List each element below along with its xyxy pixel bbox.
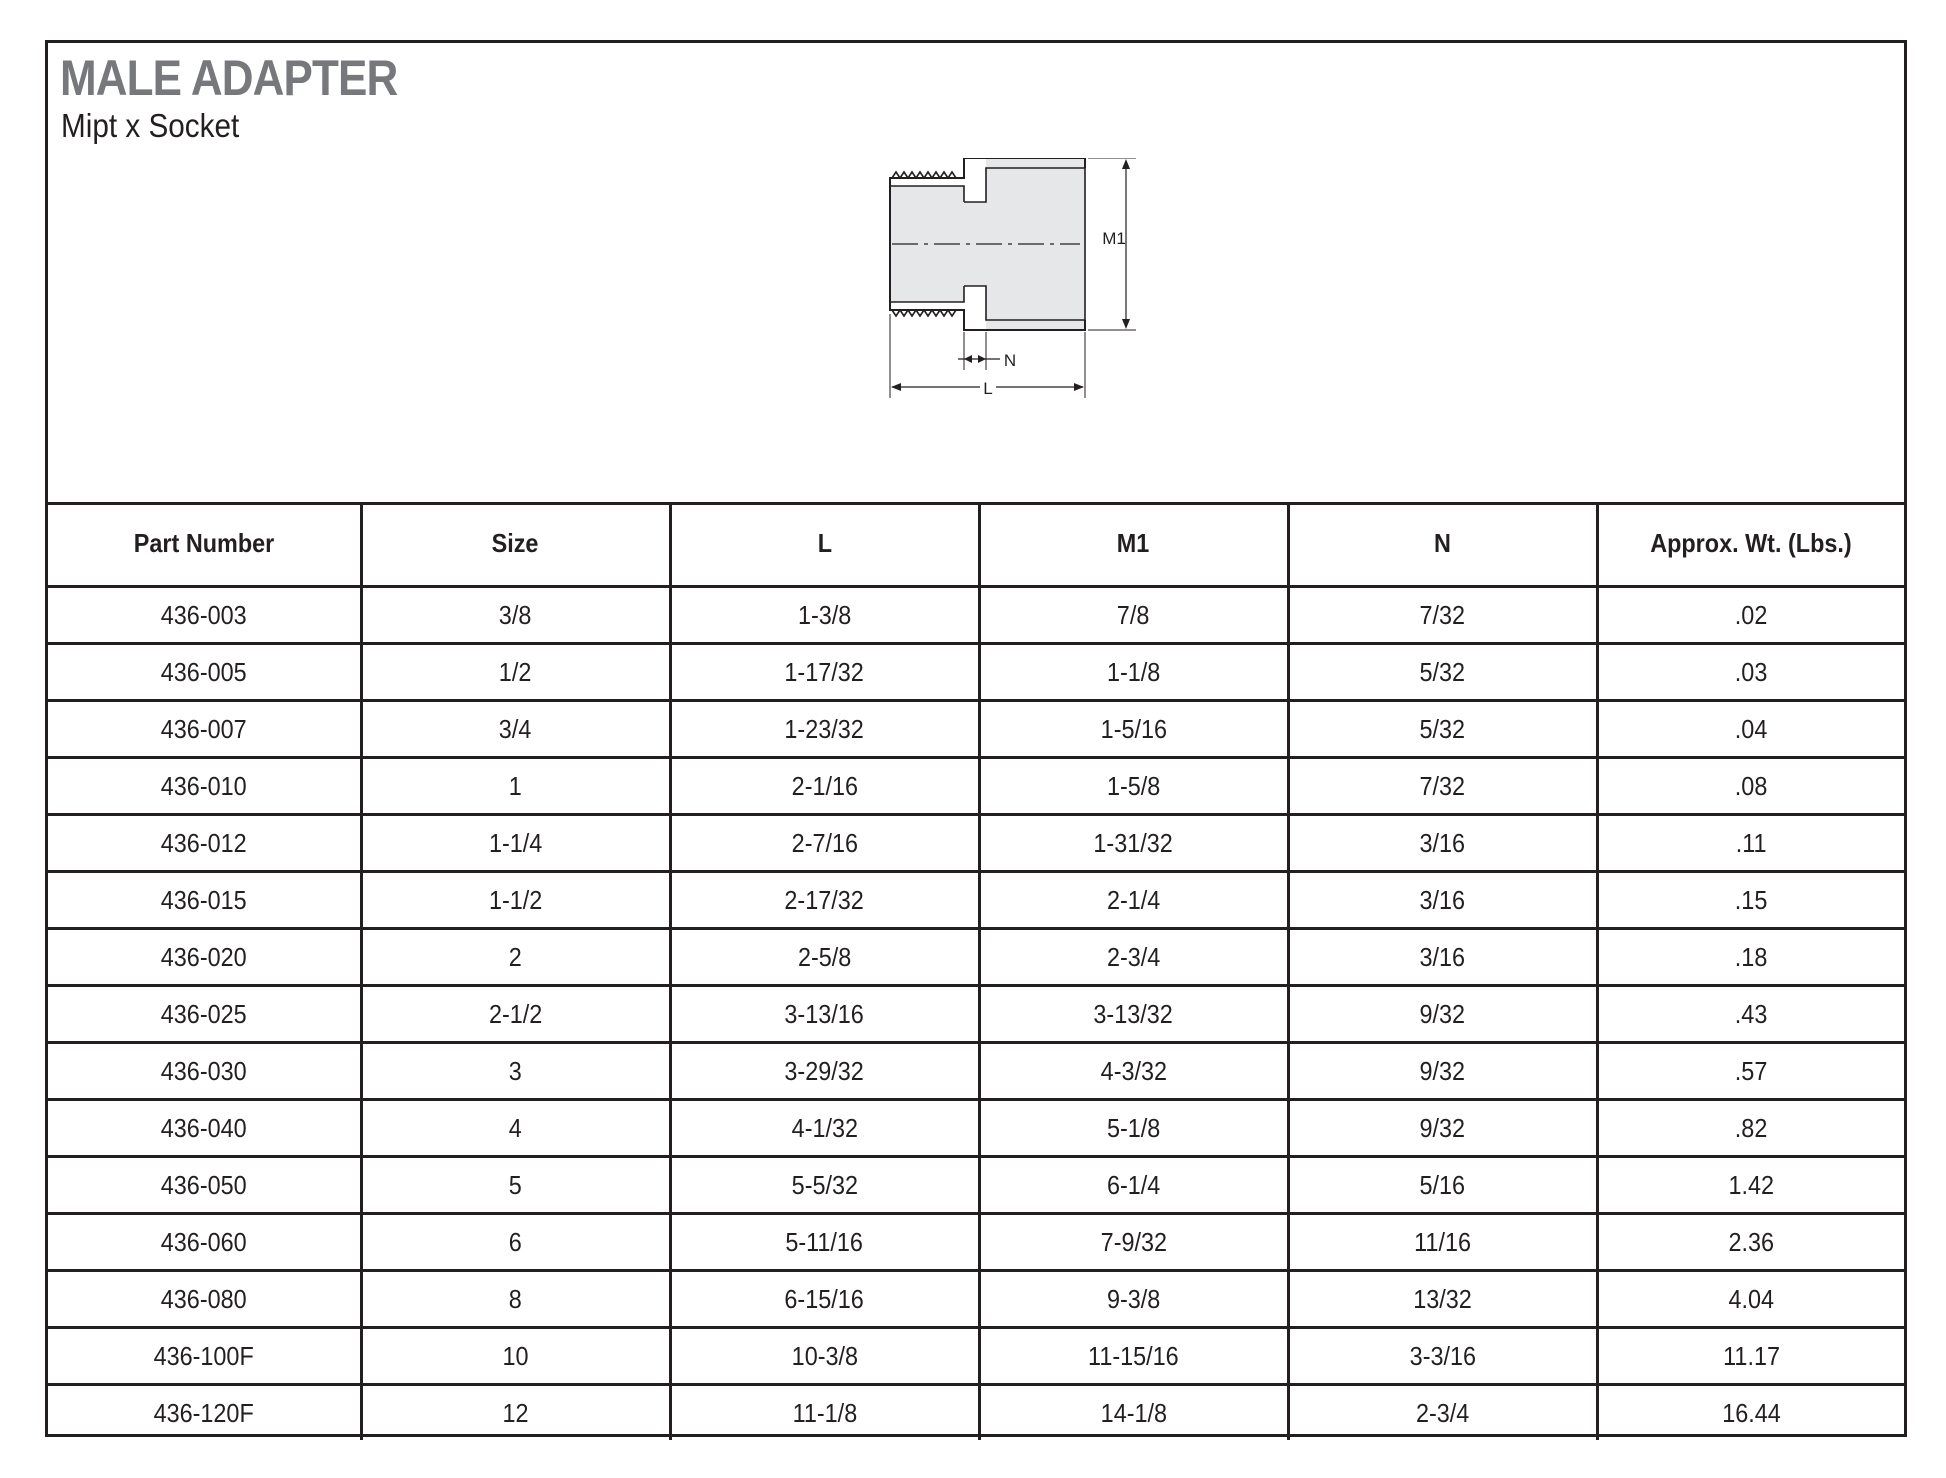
table-row <box>48 1271 1904 1328</box>
weight-cell: .43 <box>1597 986 1904 1043</box>
m1-cell: 2-3/4 <box>979 929 1288 986</box>
n-cell: 7/32 <box>1288 587 1597 644</box>
column-header-l: L <box>670 502 979 587</box>
part-number-cell: 436-025 <box>48 986 361 1043</box>
n-cell: 9/32 <box>1288 1100 1597 1157</box>
m1-cell: 1-31/32 <box>979 815 1288 872</box>
m1-cell: 2-1/4 <box>979 872 1288 929</box>
l-cell: 2-5/8 <box>670 929 979 986</box>
m1-cell: 1-5/16 <box>979 701 1288 758</box>
size-cell: 1/2 <box>361 644 670 701</box>
part-number-cell: 436-080 <box>48 1271 361 1328</box>
size-cell: 10 <box>361 1328 670 1385</box>
column-header-size: Size <box>361 502 670 587</box>
weight-cell: .11 <box>1597 815 1904 872</box>
size-cell: 3/8 <box>361 587 670 644</box>
page-title: MALE ADAPTER <box>60 50 398 106</box>
part-number-cell: 436-030 <box>48 1043 361 1100</box>
n-cell: 5/32 <box>1288 701 1597 758</box>
header-area <box>48 43 1904 505</box>
m1-cell: 3-13/32 <box>979 986 1288 1043</box>
part-number-cell: 436-050 <box>48 1157 361 1214</box>
l-cell: 3-29/32 <box>670 1043 979 1100</box>
m1-cell: 14-1/8 <box>979 1385 1288 1441</box>
column-header-n: N <box>1288 502 1597 587</box>
part-number-cell: 436-020 <box>48 929 361 986</box>
n-cell: 7/32 <box>1288 758 1597 815</box>
part-number-cell: 436-003 <box>48 587 361 644</box>
part-number-cell: 436-005 <box>48 644 361 701</box>
l-cell: 5-11/16 <box>670 1214 979 1271</box>
table-row <box>48 1385 1904 1441</box>
table-row <box>48 758 1904 815</box>
n-cell: 3-3/16 <box>1288 1328 1597 1385</box>
size-cell: 8 <box>361 1271 670 1328</box>
l-cell: 2-1/16 <box>670 758 979 815</box>
size-cell: 4 <box>361 1100 670 1157</box>
n-cell: 3/16 <box>1288 872 1597 929</box>
n-cell: 5/32 <box>1288 644 1597 701</box>
part-number-cell: 436-120F <box>48 1385 361 1441</box>
column-header-part-number: Part Number <box>48 502 361 587</box>
weight-cell: .15 <box>1597 872 1904 929</box>
l-cell: 1-23/32 <box>670 701 979 758</box>
table-row <box>48 815 1904 872</box>
l-cell: 4-1/32 <box>670 1100 979 1157</box>
weight-cell: 4.04 <box>1597 1271 1904 1328</box>
m1-cell: 9-3/8 <box>979 1271 1288 1328</box>
part-number-cell: 436-015 <box>48 872 361 929</box>
weight-cell: .57 <box>1597 1043 1904 1100</box>
size-cell: 3/4 <box>361 701 670 758</box>
weight-cell: 1.42 <box>1597 1157 1904 1214</box>
part-number-cell: 436-007 <box>48 701 361 758</box>
n-cell: 5/16 <box>1288 1157 1597 1214</box>
weight-cell: 16.44 <box>1597 1385 1904 1441</box>
m1-cell: 6-1/4 <box>979 1157 1288 1214</box>
dimension-label-l: L <box>983 379 993 398</box>
table-row <box>48 872 1904 929</box>
l-cell: 2-17/32 <box>670 872 979 929</box>
table-row <box>48 644 1904 701</box>
size-cell: 1-1/2 <box>361 872 670 929</box>
m1-cell: 11-15/16 <box>979 1328 1288 1385</box>
size-cell: 1-1/4 <box>361 815 670 872</box>
l-cell: 1-17/32 <box>670 644 979 701</box>
weight-cell: .02 <box>1597 587 1904 644</box>
column-header-approx-weight: Approx. Wt. (Lbs.) <box>1597 502 1904 587</box>
n-cell: 11/16 <box>1288 1214 1597 1271</box>
size-cell: 3 <box>361 1043 670 1100</box>
n-cell: 13/32 <box>1288 1271 1597 1328</box>
part-number-cell: 436-100F <box>48 1328 361 1385</box>
weight-cell: .82 <box>1597 1100 1904 1157</box>
m1-cell: 5-1/8 <box>979 1100 1288 1157</box>
m1-cell: 7-9/32 <box>979 1214 1288 1271</box>
part-number-cell: 436-040 <box>48 1100 361 1157</box>
m1-cell: 4-3/32 <box>979 1043 1288 1100</box>
dimension-table <box>48 502 1904 1440</box>
size-cell: 2 <box>361 929 670 986</box>
size-cell: 6 <box>361 1214 670 1271</box>
table-body <box>48 587 1904 1441</box>
n-cell: 2-3/4 <box>1288 1385 1597 1441</box>
table-row <box>48 1328 1904 1385</box>
part-number-cell: 436-012 <box>48 815 361 872</box>
size-cell: 5 <box>361 1157 670 1214</box>
m1-cell: 1-1/8 <box>979 644 1288 701</box>
column-header-m1: M1 <box>979 502 1288 587</box>
table-row <box>48 1100 1904 1157</box>
n-cell: 9/32 <box>1288 986 1597 1043</box>
size-cell: 2-1/2 <box>361 986 670 1043</box>
male-adapter-cross-section-icon <box>818 158 1158 488</box>
weight-cell: .18 <box>1597 929 1904 986</box>
table-row <box>48 1214 1904 1271</box>
dimension-label-m1: M1 <box>1102 229 1126 248</box>
table-row <box>48 929 1904 986</box>
l-cell: 2-7/16 <box>670 815 979 872</box>
l-cell: 10-3/8 <box>670 1328 979 1385</box>
table-header-row <box>48 502 1904 587</box>
weight-cell: .04 <box>1597 701 1904 758</box>
weight-cell: .08 <box>1597 758 1904 815</box>
table-row <box>48 1043 1904 1100</box>
part-number-cell: 436-010 <box>48 758 361 815</box>
weight-cell: 11.17 <box>1597 1328 1904 1385</box>
part-number-cell: 436-060 <box>48 1214 361 1271</box>
l-cell: 5-5/32 <box>670 1157 979 1214</box>
m1-cell: 7/8 <box>979 587 1288 644</box>
l-cell: 6-15/16 <box>670 1271 979 1328</box>
l-cell: 3-13/16 <box>670 986 979 1043</box>
n-cell: 9/32 <box>1288 1043 1597 1100</box>
size-cell: 1 <box>361 758 670 815</box>
l-cell: 11-1/8 <box>670 1385 979 1441</box>
page-subtitle: Mipt x Socket <box>61 107 240 144</box>
table-row <box>48 701 1904 758</box>
n-cell: 3/16 <box>1288 815 1597 872</box>
table-row <box>48 587 1904 644</box>
weight-cell: .03 <box>1597 644 1904 701</box>
dimension-label-n: N <box>1003 351 1017 370</box>
l-cell: 1-3/8 <box>670 587 979 644</box>
size-cell: 12 <box>361 1385 670 1441</box>
n-cell: 3/16 <box>1288 929 1597 986</box>
m1-cell: 1-5/8 <box>979 758 1288 815</box>
table-row <box>48 1157 1904 1214</box>
table-row <box>48 986 1904 1043</box>
spec-sheet <box>45 40 1907 1437</box>
weight-cell: 2.36 <box>1597 1214 1904 1271</box>
